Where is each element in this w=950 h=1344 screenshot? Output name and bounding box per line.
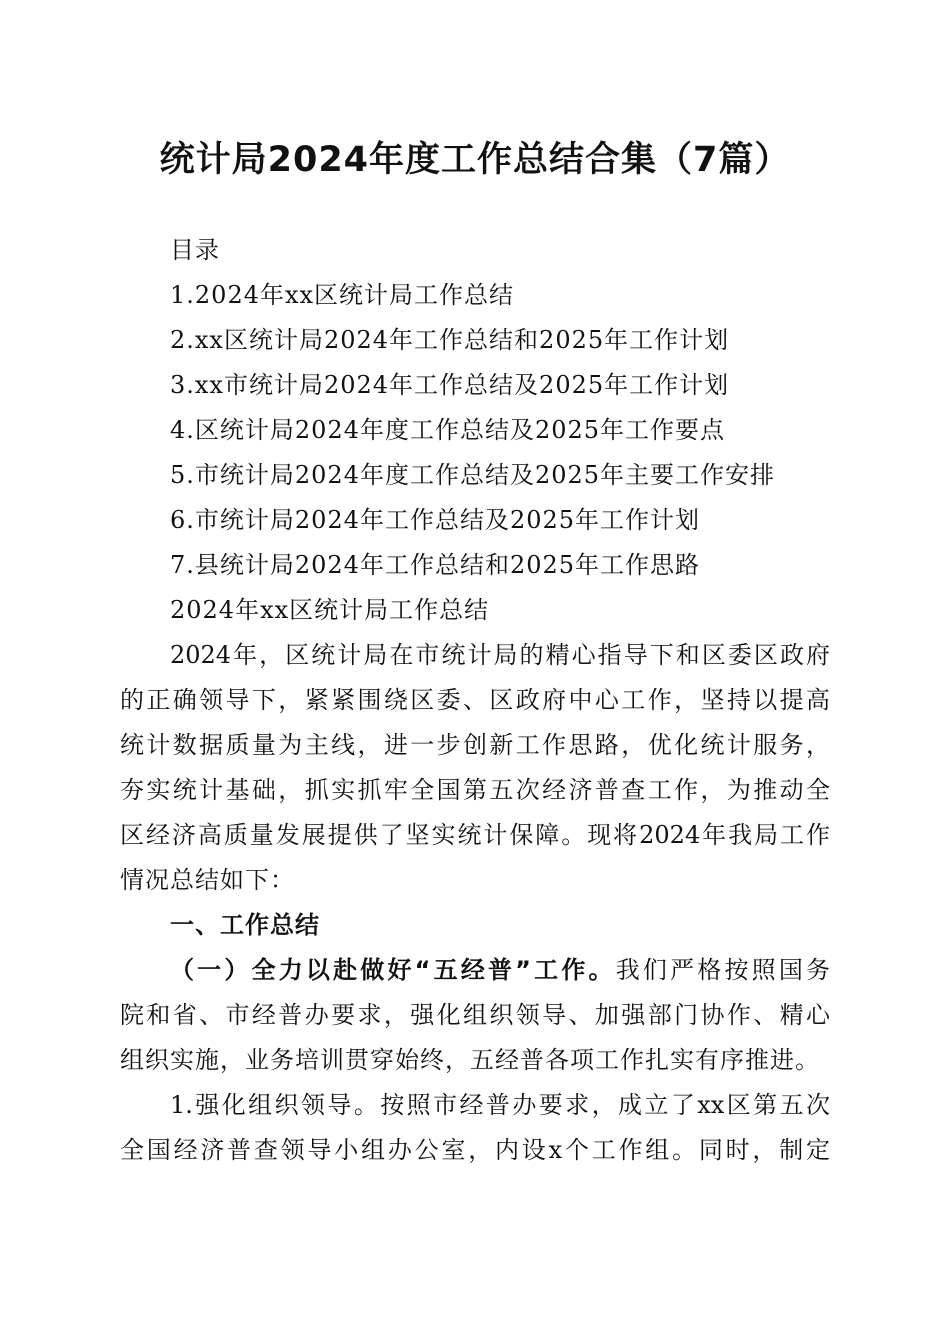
toc-item-6: 6.市统计局2024年工作总结及2025年工作计划 bbox=[170, 506, 701, 534]
document-title: 统计局2024年度工作总结合集（7篇） bbox=[159, 140, 791, 180]
intro-line-3: 统计数据质量为主线，进一步创新工作思路，优化统计服务， bbox=[120, 731, 830, 759]
intro-line-2: 的正确领导下，紧紧围绕区委、区政府中心工作，坚持以提高 bbox=[120, 686, 830, 714]
subsection-1-line-3: 组织实施，业务培训贯穿始终，五经普各项工作扎实有序推进。 bbox=[120, 1046, 820, 1074]
subsection-1-rest: 我们严格按照国务 bbox=[615, 956, 830, 984]
item-1-line-2: 全国经济普查领导小组办公室，内设x个工作组。同时，制定 bbox=[120, 1136, 830, 1164]
item-1-line-1: 1.强化组织领导。按照市经普办要求，成立了xx区第五次 bbox=[170, 1091, 830, 1119]
intro-line-1: 2024年，区统计局在市统计局的精心指导下和区委区政府 bbox=[170, 641, 830, 669]
section-heading-1: 一、工作总结 bbox=[170, 911, 320, 939]
toc-item-3: 3.xx市统计局2024年工作总结及2025年工作计划 bbox=[170, 371, 730, 399]
intro-line-6: 情况总结如下： bbox=[120, 866, 295, 894]
subsection-1-lead: （一）全力以赴做好“五经普”工作。 bbox=[170, 956, 616, 984]
toc-heading: 目录 bbox=[170, 236, 220, 264]
toc-item-2: 2.xx区统计局2024年工作总结和2025年工作计划 bbox=[170, 326, 730, 354]
intro-line-5: 区经济高质量发展提供了坚实统计保障。现将2024年我局工作 bbox=[120, 821, 830, 849]
intro-line-4: 夯实统计基础，抓实抓牢全国第五次经济普查工作，为推动全 bbox=[120, 776, 830, 804]
article-title: 2024年xx区统计局工作总结 bbox=[170, 596, 490, 624]
document-body bbox=[120, 228, 830, 1173]
subsection-1-line-1 bbox=[120, 948, 830, 993]
toc-item-1: 1.2024年xx区统计局工作总结 bbox=[170, 281, 515, 309]
toc-item-4: 4.区统计局2024年度工作总结及2025年工作要点 bbox=[170, 416, 726, 444]
toc-item-7: 7.县统计局2024年工作总结和2025年工作思路 bbox=[170, 551, 701, 579]
toc-item-5: 5.市统计局2024年度工作总结及2025年主要工作安排 bbox=[170, 461, 776, 489]
subsection-1-line-2: 院和省、市经普办要求，强化组织领导、加强部门协作、精心 bbox=[120, 1001, 830, 1029]
